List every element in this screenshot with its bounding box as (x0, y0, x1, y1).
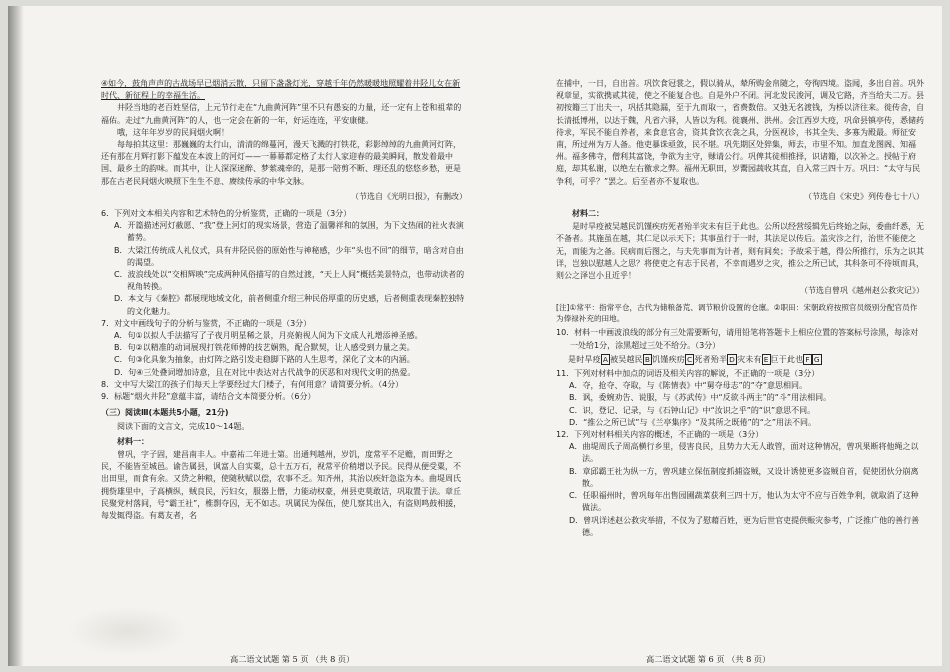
annotation-note: [注]①常平：指常平仓，古代为储粮备荒、调节粮价设置的仓廪。②职田：宋朝政府按照官员级别分配官员作为俸禄补充的田地。 (556, 303, 918, 324)
option-b: B．大梁江传统成人礼仪式，具有井陉民俗的原始性与神秘感，少年“头也不回”的细节，暗含对自由的渴望。 (114, 245, 464, 267)
option-c: C．识，登记、记录，与《石钟山记》中“汝识之乎”的“识”意思不同。 (569, 405, 816, 415)
section-3-title: （三）阅读Ⅲ(本题共5小题，21分) (101, 408, 229, 418)
question-8: 8．文中写大梁江的孩子们每天上学要经过大门楼子，有何用意？请简要分析。（4分） (101, 379, 404, 389)
break-segment: 巨于此也 (770, 354, 804, 364)
option-d: D．曾巩详述赵公救灾举措，不仅为了慰藉百姓，更为后世官吏提供赈灾参考，广泛推广他的善行善德。 (569, 515, 920, 537)
option-c: C．波浪线处以“交相辉映”完成两种风俗描写的自然过渡，“天上人间”概括美景特点，也带动读者的视角转换。 (114, 270, 465, 292)
option-a: A．句①以拟人手法描写了子夜月明星稀之景，月亮俯视人间为下文成人礼增添神圣感。 (114, 331, 423, 341)
material-2-source: （节选自曾巩《越州赵公救灾记》） (800, 286, 924, 296)
question-7 (101, 318, 467, 379)
break-box-a: A (602, 354, 609, 364)
question-stem: 11．下列对材料中加点的词语及相关内容的解说，不正确的一项是（3分） (556, 369, 820, 379)
left-page (101, 78, 467, 522)
scan-smudge (68, 606, 188, 656)
break-box-b: B (644, 354, 651, 364)
break-box-f: F (805, 354, 810, 364)
option-d: D．句④三处叠词增加诗意，且在对比中表达对古代战争的厌恶和对现代文明的热爱。 (114, 367, 416, 377)
break-box-e: E (763, 354, 769, 364)
footer-page-6: 高二语文试题 第 6 页 （共 8 页） (646, 654, 771, 664)
material-2-label: 材料二： (572, 209, 604, 219)
question-stem: 12．下列对材料相关内容的概述，不正确的一项是（3分） (556, 430, 764, 440)
break-segment: 被吴越民 (610, 354, 643, 364)
question-12 (556, 429, 924, 539)
exam-sheet (8, 6, 942, 666)
break-box-d: D (729, 354, 736, 364)
break-box-c: C (686, 354, 693, 364)
passage-para-4: ④如今，鼓角声声的古战场早已烟消云散，只留下盏盏灯光，穿越千年仍然暖暖地照耀着井陉儿女在新时代、新征程上的幸福生活。 (101, 79, 461, 101)
question-11 (556, 368, 924, 429)
break-segment: 灾未有 (737, 354, 762, 364)
material-1-text: 曾巩，字子固，建昌南丰人。中嘉祐二年进士第。出通判越州，岁饥，度常平不足赡，而田野之民，不能皆至城邑。谕告属县，讽富人自实粟，总十五万石，视常平价稍增以予民。民得从便受粟，不出田里，而食有余。又贷之种粮，使随秋赋以偿，农事不乏。知齐州，其治以疾奸急盗为本。曲堤周氏拥赀雄里中，子高横纵，贼良民，污妇女，服器上僭，力能动权豪，州县吏莫敢诘，巩取置于法。章丘民聚党村落间，号“霸王社”，椎剽夺囚，无不如志。巩属民为保伍，使几察其出入，有盗则鸣鼓相援，每发辄得盗。有葛友者，名 (101, 449, 462, 520)
question-9: 9．标题“烟火井陉”意蕴丰富，请结合文本简要分析。（6分） (101, 392, 316, 402)
sentence-break-sequence (568, 354, 924, 366)
question-10: 10．材料一中画波浪线的部分有三处需要断句，请用铅笔将答题卡上相应位置的答案标号涂黑，每涂对一处给1分，涂黑超过三处不给分。（3分） (556, 328, 919, 350)
break-box-g: G (813, 354, 820, 364)
passage-para: 哦，这年年岁岁的民间烟火啊！ (117, 127, 229, 137)
material-1-label: 材料一： (117, 436, 149, 446)
break-segment: 饥馑疾疠 (652, 354, 685, 364)
material-2-text: 是时旱疫被吴越民饥馑疾疠死者殆半灾未有巨于此也。公所以经营绥辑先后终始之际，委曲纤悉，无不备者。其施虽在越，其仁足以示天下；其事虽行于一时，其法足以传后。盖灾沴之行，治世不能使之无，而能为之备。民病而后图之，与夫先事而为计者，则有间矣；予故采于越，得公所推行，乐为之识其详，岂独以慰越人之思？将使吏之有志于民者，不幸而遇岁之灾，推公之所已试，其科条可不待顷而具，则公之泽岂小且近乎！ (556, 222, 924, 281)
break-segment: 死者殆半 (694, 354, 728, 364)
scan-edge-shadow (8, 6, 24, 666)
right-page (556, 78, 924, 539)
option-b: B．句②以精准的动词展现打铁花师傅的技艺娴熟，配合默契，让人感受到力量之美。 (114, 343, 415, 353)
passage-para: 每每拍其这里：那巍巍的太行山，清清的绵蔓河，漫天飞溅的打铁花，彩影绰绰的九曲黄河灯阵，还有那在月辉打影下蕴发在本波上的河灯——一幕幕都定格了太行人家迎春的最美瞬间，散发着最中国、最乡土的韵味。而其中，让人深深迷醉、梦萦魂牵的，是那一陪剪不断、理还乱的悠悠乡愁，更是那在古老民间烟火映照下生生不息、赓续传承的中华文脉。 (101, 140, 461, 186)
question-stem: 7．对文中画线句子的分析与鉴赏，不正确的一项是（3分） (101, 318, 312, 328)
material-1-source: （节选自《宋史》列传卷七十八） (804, 191, 924, 201)
option-d: D．“推公之所已试”与《兰亭集序》“及其所之既倦”的“之”用法不同。 (569, 417, 817, 427)
option-c: C．任职福州时，曾巩每年出售园圃蔬菜获利三四十万，他认为太守不应与百姓争利，就取消了这种做法。 (569, 491, 919, 513)
passage-para: 井陉当地的老百姓坚信，上元节行走在“九曲黄河阵”里不只有愚妄的力量，还一定有上苍和祖辈的福佑。走过“九曲黄河阵”的人，也一定会在新的一年，好运连连，平安康健。 (101, 103, 462, 125)
footer-page-5: 高二语文试题 第 5 页 （共 8 页） (230, 654, 355, 664)
question-stem: 6．下列对文本相关内容和艺术特色的分析鉴赏，正确的一项是（3分） (101, 209, 352, 219)
passage-source: （节选自《光明日报》，有删改） (351, 191, 467, 201)
option-a: A．曲堤周氏子周高横行乡里，侵害良民，且势力大无人敢管，面对这种情况，曾巩果断将他绳之以法。 (569, 442, 919, 464)
option-a: A．夺，抢夺、夺取，与《陈情表》中“舅夺母志”的“夺”意思相同。 (569, 381, 808, 391)
question-6 (101, 208, 467, 318)
option-c: C．句③化具象为抽象，由灯阵之路引发走稳脚下路的人生思考，深化了文本的内涵。 (114, 355, 415, 365)
option-d: D．本文与《秦腔》都展现地域文化，前者侧重介绍三种民俗厚重的历史感，后者侧重表现秦腔独特的文化魅力。 (114, 294, 465, 316)
option-b: B．讽，委婉劝告、说服，与《苏武传》中“反欲斗两主”的“斗”用法相同。 (569, 393, 832, 403)
option-b: B．章邱霸王社为纵一方，曾巩建立保伍制度抓捕盗贼，又设计诱使更多盗贼自首，促使团伙分崩离散。 (569, 466, 919, 488)
break-prefix: 是时旱疫 (568, 354, 601, 364)
material-1-continued: 在捕中，一日，自出首。巩饮食冠裳之，假以骑从，辇所购金帛随之，夸徇四境。盗闻，多出自首。巩外视章显，实欲携贰其徒，使之不能复合也。自是外户不闭。河北发民浚河，调及它路，齐当给夫二万。县初按籍三丁出夫一，巩括其隐漏，至于九而取一，省费数倍。又弛无名渡钱，为桥以济往来。徙传舍，自长清抵博州，以达于魏，凡省六驿，人皆以为利。徙襄州、洪州。会江西岁大疫，巩命县镇亭传，悉储药待求，军民不能自养者，来食息官舍，资其食饮衣衾之具，分医视诊，书其全失、多寡为殿最。师征安南，所过州为万人备。他吏暴诛亟敛，民不堪。巩先期区处猝集，师去，市里不知。加直龙图阁、知福州。福多佛寺，僧利其富饶，争欲为主守，赇请公行。巩俾其徒相推择，识诸籍，以次补之。授帖于府庭，却其私谢，以绝左右徼求之弊。福州无职田，岁鬻园蔬收其直，自入常三四十万。巩曰：“太守与民争利，可乎？”罢之。后至者亦不复取也。 (556, 79, 924, 186)
option-a: A．开篇描述河灯截愿、“我”登上河灯的现实场景，营造了温馨祥和的氛围，为下文热闹的社火表演蓄势。 (114, 221, 464, 243)
section-3-instruction: 阅读下面的文言文，完成10～14题。 (117, 422, 250, 432)
